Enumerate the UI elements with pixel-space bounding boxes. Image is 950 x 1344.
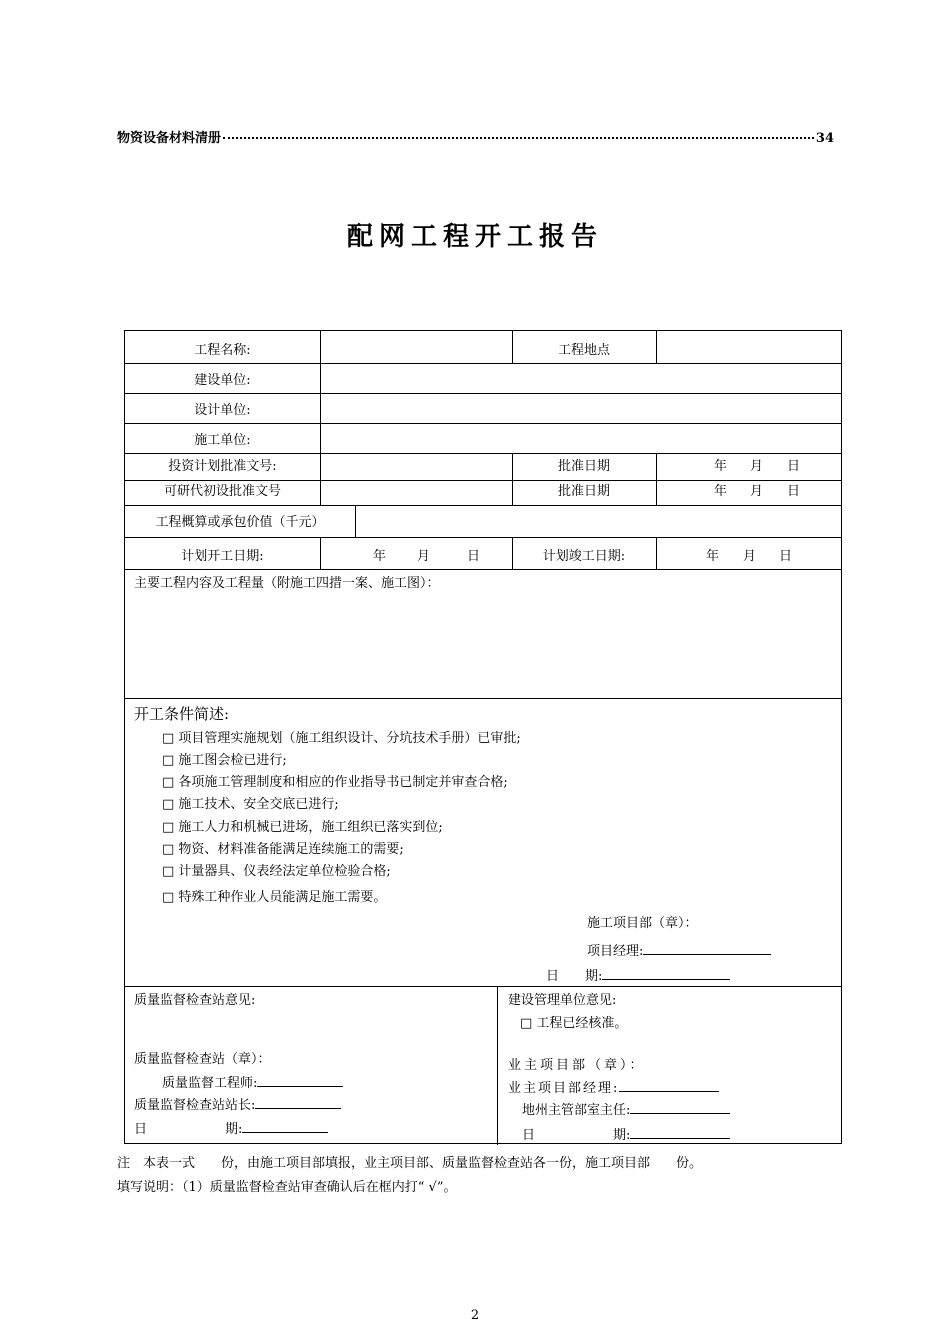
note-line-2: 填写说明：（1）质量监督检查站审查确认后在框内打“ √”。 [117, 1180, 457, 1195]
quality-chief-row [134, 1096, 341, 1114]
project-location-field[interactable] [657, 331, 841, 363]
plan-start-month: 月 [417, 549, 431, 564]
owner-director-label: 地州主管部室主任: [522, 1103, 631, 1118]
approval-date-day-2: 日 [787, 484, 801, 499]
approval-date-label-2: 批准日期 [557, 484, 610, 499]
conditions-date-blank[interactable] [602, 967, 730, 980]
project-name-field[interactable] [321, 331, 511, 363]
quality-date-row [134, 1120, 328, 1138]
owner-verified-checkbox[interactable]: □ 工程已经核准。 [520, 1016, 628, 1031]
owner-opinion-label: 建设管理单位意见: [508, 993, 617, 1008]
project-location-label: 工程地点 [557, 343, 610, 358]
owner-date-blank[interactable] [630, 1126, 730, 1139]
page-title: 配网工程开工报告 [346, 222, 603, 252]
project-manager-label: 项目经理: [587, 944, 644, 959]
owner-dept-label: 业主项目部（章）： [508, 1058, 646, 1073]
owner-unit-field[interactable] [321, 363, 841, 393]
quality-engineer-blank[interactable] [257, 1074, 343, 1087]
approval-date-month-1: 月 [750, 459, 764, 474]
investment-plan-field[interactable] [321, 453, 511, 480]
design-unit-label: 设计单位: [194, 403, 251, 418]
page-number: 2 [470, 1308, 480, 1323]
plan-end-year: 年 [706, 549, 720, 564]
condition-item-3[interactable]: □ 各项施工管理制度和相应的作业指导书已制定并审查合格; [162, 775, 508, 790]
condition-item-6[interactable]: □ 物资、材料准备能满足连续施工的需要; [162, 842, 404, 857]
approval-date-month-2: 月 [750, 484, 764, 499]
conditions-heading: 开工条件简述: [134, 705, 230, 723]
quality-chief-blank[interactable] [255, 1096, 341, 1109]
condition-item-4[interactable]: □ 施工技术、安全交底已进行; [162, 797, 339, 812]
feasibility-field[interactable] [321, 480, 511, 505]
quality-station-label: 质量监督检查站（章）： [134, 1052, 271, 1067]
plan-end-month: 月 [743, 549, 757, 564]
approval-date-year-1: 年 [714, 459, 728, 474]
plan-end-label: 计划竣工日期: [542, 549, 626, 564]
quality-engineer-label: 质量监督工程师: [162, 1076, 258, 1091]
plan-end-day: 日 [779, 549, 793, 564]
owner-unit-label: 建设单位: [194, 373, 251, 388]
investment-plan-label: 投资计划批准文号: [168, 459, 277, 474]
toc-page-number: 34 [815, 131, 834, 146]
owner-director-row [522, 1101, 730, 1119]
main-content-label: 主要工程内容及工程量（附施工四措一案、施工图）： [134, 576, 440, 591]
condition-item-5[interactable]: □ 施工人力和机械已进场，施工组织已落实到位; [162, 820, 443, 835]
construction-dept-label: 施工项目部（章）： [587, 916, 698, 931]
budget-label: 工程概算或承包价值（千元） [155, 515, 325, 530]
owner-date-row [522, 1126, 730, 1144]
approval-date-day-1: 日 [787, 459, 801, 474]
project-manager-blank[interactable] [643, 942, 771, 955]
quality-chief-label: 质量监督检查站站长: [134, 1098, 256, 1113]
report-form [124, 330, 842, 1144]
condition-item-7[interactable]: □ 计量器具、仪表经法定单位检验合格; [162, 864, 391, 879]
budget-field[interactable] [356, 505, 841, 537]
approval-date-year-2: 年 [714, 484, 728, 499]
plan-start-day: 日 [467, 549, 481, 564]
approval-date-label-1: 批准日期 [557, 459, 610, 474]
project-manager-row [587, 942, 771, 960]
conditions-date-label: 日 期: [546, 969, 603, 984]
quality-date-blank[interactable] [242, 1120, 328, 1133]
owner-manager-label: 业主项目部经理: [508, 1081, 620, 1096]
condition-item-8[interactable]: □ 特殊工种作业人员能满足施工需要。 [162, 890, 387, 905]
quality-opinion-label: 质量监督检查站意见: [134, 993, 256, 1008]
construction-unit-label: 施工单位: [194, 433, 251, 448]
design-unit-field[interactable] [321, 393, 841, 423]
conditions-date-row [546, 967, 730, 985]
main-content-field[interactable] [125, 594, 841, 694]
condition-item-2[interactable]: □ 施工图会检已进行; [162, 753, 287, 768]
construction-unit-field[interactable] [321, 423, 841, 453]
plan-start-year: 年 [373, 549, 387, 564]
toc-dot-leader [223, 137, 814, 139]
feasibility-label: 可研代初设批准文号 [163, 484, 281, 499]
owner-director-blank[interactable] [630, 1101, 730, 1114]
owner-date-label: 日 期: [522, 1128, 631, 1143]
note-line-1: 注 本表一式 份，由施工项目部填报，业主项目部、质量监督检查站各一份，施工项目部 份。 [117, 1156, 703, 1171]
condition-item-1[interactable]: □ 项目管理实施规划（施工组织设计、分坑技术手册）已审批; [162, 731, 521, 746]
toc-label: 物资设备材料清册 [117, 131, 222, 146]
owner-manager-blank[interactable] [619, 1079, 719, 1092]
project-name-label: 工程名称: [194, 343, 251, 358]
owner-manager-row [508, 1079, 719, 1097]
toc-line [117, 127, 834, 146]
quality-engineer-row [162, 1074, 343, 1092]
plan-start-label: 计划开工日期: [181, 549, 264, 564]
quality-date-label: 日 期: [134, 1122, 243, 1137]
